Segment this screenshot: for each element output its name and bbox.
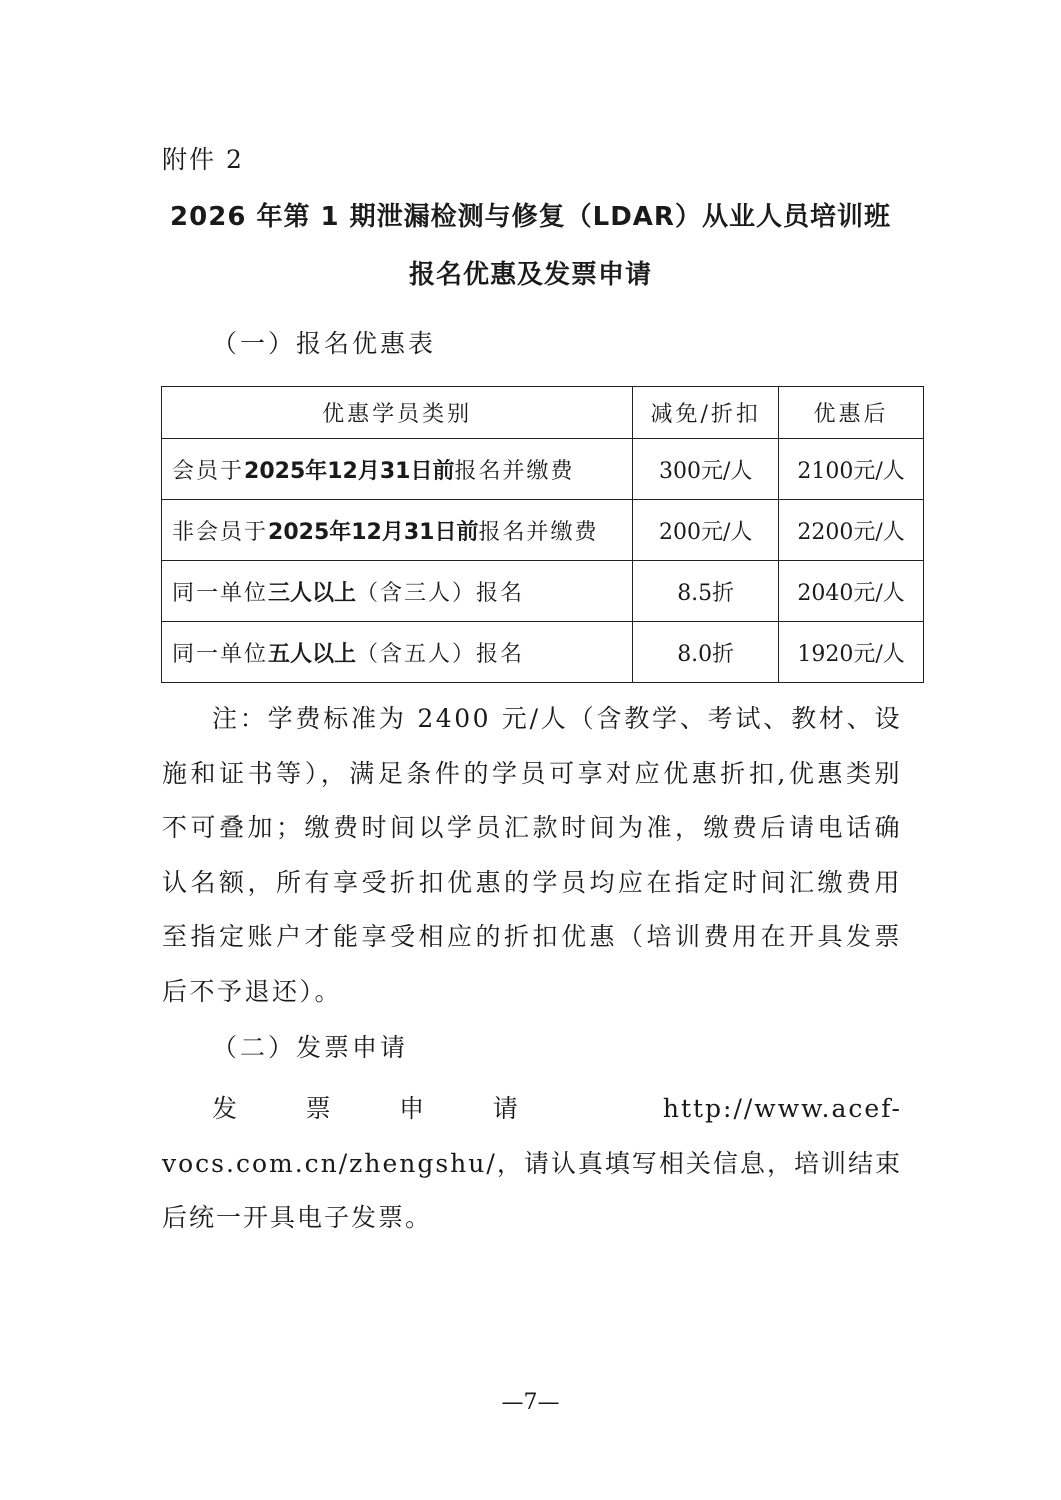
after-price-cell: 2040元/人: [779, 561, 924, 622]
header-category: 优惠学员类别: [162, 387, 633, 439]
invoice-instructions: ，请认真填写相关信息，培训结束后统一开具电子发票。: [162, 1148, 902, 1232]
table-row: [162, 439, 924, 500]
header-after: 优惠后: [779, 387, 924, 439]
invoice-prefix: 发票申请: [212, 1094, 663, 1123]
category-emphasis: 2025年12月31日前: [268, 519, 479, 545]
table-header-row: [162, 387, 924, 439]
category-text: 报名并缴费: [478, 519, 599, 545]
header-discount: 减免/折扣: [633, 387, 779, 439]
discount-cell: 8.5折: [633, 561, 779, 622]
category-cell: [162, 500, 633, 561]
discount-cell: 8.0折: [633, 622, 779, 683]
category-text: 会员于: [172, 458, 245, 484]
table-row: [162, 622, 924, 683]
category-emphasis: 三人以上: [268, 580, 357, 606]
category-cell: [162, 439, 633, 500]
table-row: [162, 500, 924, 561]
document-title-line1: 2026 年第 1 期泄漏检测与修复（LDAR）从业人员培训班: [170, 202, 891, 232]
category-text: （含五人）报名: [356, 641, 525, 667]
category-text: （含三人）报名: [356, 580, 525, 606]
category-emphasis: 2025年12月31日前: [244, 458, 455, 484]
category-text: 同一单位: [172, 580, 269, 606]
attachment-label: 附件 2: [162, 145, 244, 174]
table-row: [162, 561, 924, 622]
section1-heading: （一）报名优惠表: [212, 329, 437, 358]
section2-heading: （二）发票申请: [212, 1033, 409, 1062]
fee-note-paragraph: 注：学费标准为 2400 元/人（含教学、考试、教材、设施和证书等），满足条件的学员可享对应优惠折扣,优惠类别不可叠加；缴费时间以学员汇款时间为准，缴费后请电话确认名额，所有享受折扣优惠的学员均应在指定时间汇缴费用至指定账户才能享受相应的折扣优惠（培训费用在开具发票后不予退还）。: [162, 704, 902, 1006]
category-emphasis: 五人以上: [268, 641, 357, 667]
after-price-cell: 1920元/人: [779, 622, 924, 683]
document-title-line2: 报名优惠及发票申请: [408, 260, 652, 290]
after-price-cell: 2200元/人: [779, 500, 924, 561]
category-text: 报名并缴费: [454, 458, 575, 484]
discount-table: [161, 386, 924, 683]
discount-cell: 200元/人: [633, 500, 779, 561]
discount-cell: 300元/人: [633, 439, 779, 500]
category-text: 非会员于: [172, 519, 269, 545]
page-number: —7—: [501, 1390, 560, 1415]
category-cell: [162, 622, 633, 683]
invoice-paragraph: [162, 1082, 902, 1246]
category-cell: [162, 561, 633, 622]
invoice-link[interactable]: http://www.acef-vocs.com.cn/zhengshu/: [162, 1094, 902, 1178]
category-text: 同一单位: [172, 641, 269, 667]
after-price-cell: 2100元/人: [779, 439, 924, 500]
